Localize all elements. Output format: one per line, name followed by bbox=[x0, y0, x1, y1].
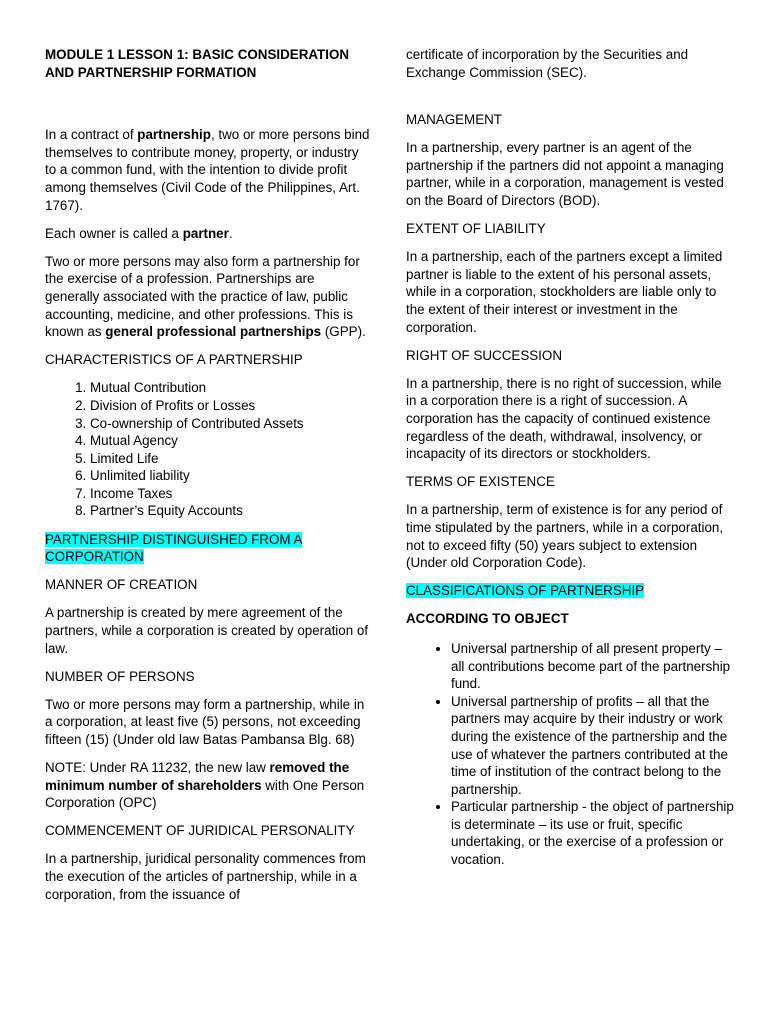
existence-text: In a partnership, term of existence is for any period of time stipulated by the partners, while in a corporation, not to exceed fifty (50) years subject to extension (Under old Corporation Code). bbox=[406, 502, 724, 571]
list-item: • Universal partnership of all present property – all contributions become part of the partnership fund. bbox=[451, 640, 734, 693]
creation-heading: MANNER OF CREATION bbox=[45, 577, 198, 593]
succession-text: In a partnership, there is no right of succession, while in a corporation there is a right of succession. A corporation has the capacity of continued existence regardless of the death, withdrawal, insolvency, or incapacity of its directors or stockholders. bbox=[406, 375, 722, 462]
note-text-rest: with One Person Corporation (OPC) bbox=[45, 777, 365, 811]
list-item: 7. Income Taxes bbox=[90, 485, 370, 503]
note-text: NOTE: Under RA 11232, the new law bbox=[45, 760, 270, 775]
gpp-text: Two or more persons may also form a partnership for the exercise of a profession. Partnerships are generally associated with the practice of law, public accounting, medicine, and other professions. This is known as bbox=[45, 253, 360, 340]
characteristics-list bbox=[45, 379, 370, 520]
creation-text: A partnership is created by mere agreement of the partners, while a corporation is created by operation of law. bbox=[45, 605, 369, 656]
object-heading bbox=[406, 610, 734, 628]
list-item: 8. Partner’s Equity Accounts bbox=[90, 502, 370, 520]
juridical-text-continued: certificate of incorporation by the Securities and Exchange Commission (SEC). bbox=[406, 47, 689, 80]
liability-heading: EXTENT OF LIABILITY bbox=[406, 221, 546, 237]
highlighted-heading: CLASSIFICATIONS OF PARTNERSHIP bbox=[406, 583, 645, 599]
existence-heading: TERMS OF EXISTENCE bbox=[406, 474, 555, 490]
object-list bbox=[406, 640, 734, 869]
list-item: • Universal partnership of profits – all that the partners may acquire by their industry or work during the existence of the partnership and the use of whatever the partners contributed at the time of institution of the contract belong to the partnership. bbox=[451, 693, 734, 799]
characteristics-heading: CHARACTERISTICS OF A PARTNERSHIP bbox=[45, 352, 303, 368]
intro-text: In a contract of bbox=[45, 127, 138, 143]
list-item: • Particular partnership - the object of partnership is determinate – its use or fruit, specific undertaking, or the exercise of a profession or vocation. bbox=[451, 798, 734, 868]
note-bold: removed the minimum number of shareholders bbox=[45, 760, 350, 793]
owner-text: Each owner is called a bbox=[45, 225, 183, 241]
owner-bold: partner bbox=[182, 225, 229, 241]
list-item: 3. Co-ownership of Contributed Assets bbox=[90, 415, 370, 433]
list-item: 4. Mutual Agency bbox=[90, 432, 370, 450]
gpp-paragraph bbox=[45, 253, 370, 341]
intro-paragraph bbox=[45, 126, 370, 214]
management-heading: MANAGEMENT bbox=[406, 112, 502, 128]
owner-text-rest: . bbox=[228, 225, 233, 241]
owner-paragraph bbox=[45, 225, 370, 243]
list-item: 5. Limited Life bbox=[90, 450, 370, 468]
juridical-text: In a partnership, juridical personality commences from the execution of the articles of partnership, while in a corporation, from the issuance of bbox=[45, 851, 366, 902]
persons-heading: NUMBER OF PERSONS bbox=[45, 668, 195, 684]
object-heading-bold: ACCORDING TO OBJECT bbox=[406, 611, 569, 627]
succession-heading: RIGHT OF SUCCESSION bbox=[406, 347, 562, 363]
module-title: MODULE 1 LESSON 1: BASIC CONSIDERATION AND PARTNERSHIP FORMATION bbox=[45, 47, 350, 80]
liability-text: In a partnership, each of the partners except a limited partner is liable to the extent of his personal assets, while in a corporation, stockholders are liable only to the extent of their interest or investment in the corporation. bbox=[406, 249, 723, 335]
list-item: 1. Mutual Contribution bbox=[90, 379, 370, 397]
distinguished-heading bbox=[45, 531, 370, 566]
management-text: In a partnership, every partner is an agent of the partnership if the partners did not appoint a managing partner, while in a corporation, management is vested on the Board of Directors (BOD). bbox=[406, 140, 724, 209]
persons-text: Two or more persons may form a partnership, while in a corporation, at least five (5) persons, not exceeding fifteen (15) (Under old law Batas Pambansa Blg. 68) bbox=[45, 696, 365, 747]
list-item: 6. Unlimited liability bbox=[90, 467, 370, 485]
highlighted-heading: PARTNERSHIP DISTINGUISHED FROM A CORPORATION bbox=[45, 531, 303, 565]
list-item: 2. Division of Profits or Losses bbox=[90, 397, 370, 415]
intro-text-rest: , two or more persons bind themselves to contribute money, property, or industry to a common fund, with the intention to divide profit among themselves (Civil Code of the Philippines, Art. 1767). bbox=[45, 127, 370, 213]
note-paragraph bbox=[45, 759, 370, 812]
left-column bbox=[45, 46, 370, 914]
gpp-text-rest: (GPP). bbox=[321, 324, 366, 340]
right-column bbox=[406, 46, 734, 879]
juridical-heading: COMMENCEMENT OF JURIDICAL PERSONALITY bbox=[45, 823, 355, 839]
gpp-bold: general professional partnerships bbox=[105, 324, 322, 340]
classifications-heading bbox=[406, 582, 734, 600]
intro-bold: partnership bbox=[137, 127, 211, 143]
